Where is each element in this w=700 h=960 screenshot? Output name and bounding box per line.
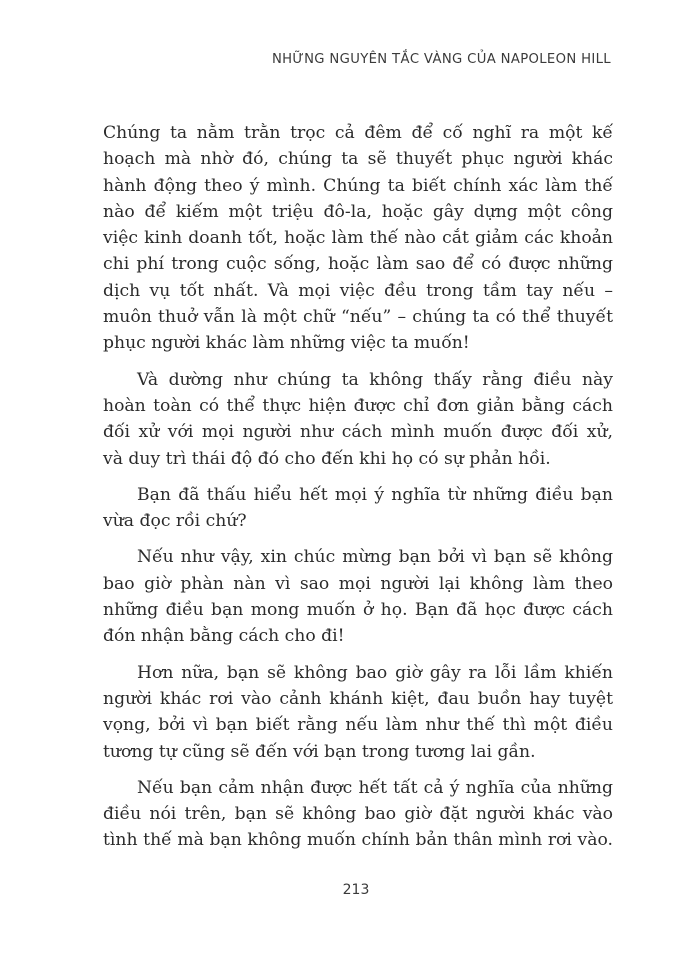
text-line: Và dường như chúng ta không thấy rằng điều này [137, 369, 613, 390]
text-line: phục người khác làm những việc ta muốn! [103, 333, 470, 354]
text-line: nào để kiếm một triệu đô-la, hoặc gây dựng một công [103, 201, 613, 222]
text-line: Hơn nữa, bạn sẽ không bao giờ gây ra lỗi lầm khiến [137, 662, 613, 683]
paragraph-5 [103, 660, 613, 765]
paragraph-1 [103, 120, 613, 357]
text-line: chi phí trong cuộc sống, hoặc làm sao để có được những [103, 254, 613, 275]
text-line: việc kinh doanh tốt, hoặc làm thế nào cắt giảm các khoản [103, 228, 613, 249]
text-line: đối xử với mọi người như cách mình muốn được đối xử, [103, 422, 613, 443]
page-number: 213 [342, 882, 370, 898]
text-line: người khác rơi vào cảnh khánh kiệt, đau buồn hay tuyệt [103, 688, 613, 709]
body-text [103, 120, 613, 864]
paragraph-2 [103, 367, 613, 472]
text-line: bao giờ phàn nàn vì sao mọi người lại không làm theo [103, 573, 613, 594]
paragraph-4 [103, 544, 613, 649]
text-line: vọng, bởi vì bạn biết rằng nếu làm như thế thì một điều [103, 715, 613, 736]
text-line: đón nhận bằng cách cho đi! [103, 626, 345, 647]
text-line: vừa đọc rồi chứ? [103, 511, 247, 532]
paragraph-6 [103, 775, 613, 854]
running-header: NHỮNG NGUYÊN TẮC VÀNG CỦA NAPOLEON HILL [271, 52, 611, 67]
text-line: Nếu bạn cảm nhận được hết tất cả ý nghĩa của những [137, 777, 613, 798]
text-line: hành động theo ý mình. Chúng ta biết chính xác làm thế [103, 175, 613, 196]
text-line: dịch vụ tốt nhất. Và mọi việc đều trong tầm tay nếu – [103, 280, 613, 301]
paragraph-3 [103, 482, 613, 535]
text-line: Nếu như vậy, xin chúc mừng bạn bởi vì bạn sẽ không [137, 547, 613, 568]
text-line: và duy trì thái độ đó cho đến khi họ có sự phản hồi. [103, 448, 551, 469]
text-line: tình thế mà bạn không muốn chính bản thân mình rơi vào. [103, 830, 613, 851]
text-line: hoàn toàn có thể thực hiện được chỉ đơn giản bằng cách [103, 395, 613, 416]
text-line: muôn thuở vẫn là một chữ “nếu” – chúng ta có thể thuyết [103, 307, 613, 328]
text-line: Bạn đã thấu hiểu hết mọi ý nghĩa từ những điều bạn [137, 484, 613, 505]
text-line: Chúng ta nằm trằn trọc cả đêm để cố nghĩ ra một kế [103, 123, 613, 143]
text-line: những điều bạn mong muốn ở họ. Bạn đã học được cách [103, 600, 613, 621]
text-line: điều nói trên, bạn sẽ không bao giờ đặt người khác vào [103, 804, 613, 825]
text-line: hoạch mà nhờ đó, chúng ta sẽ thuyết phục người khác [103, 149, 613, 170]
text-line: tương tự cũng sẽ đến với bạn trong tương lai gần. [103, 741, 536, 762]
